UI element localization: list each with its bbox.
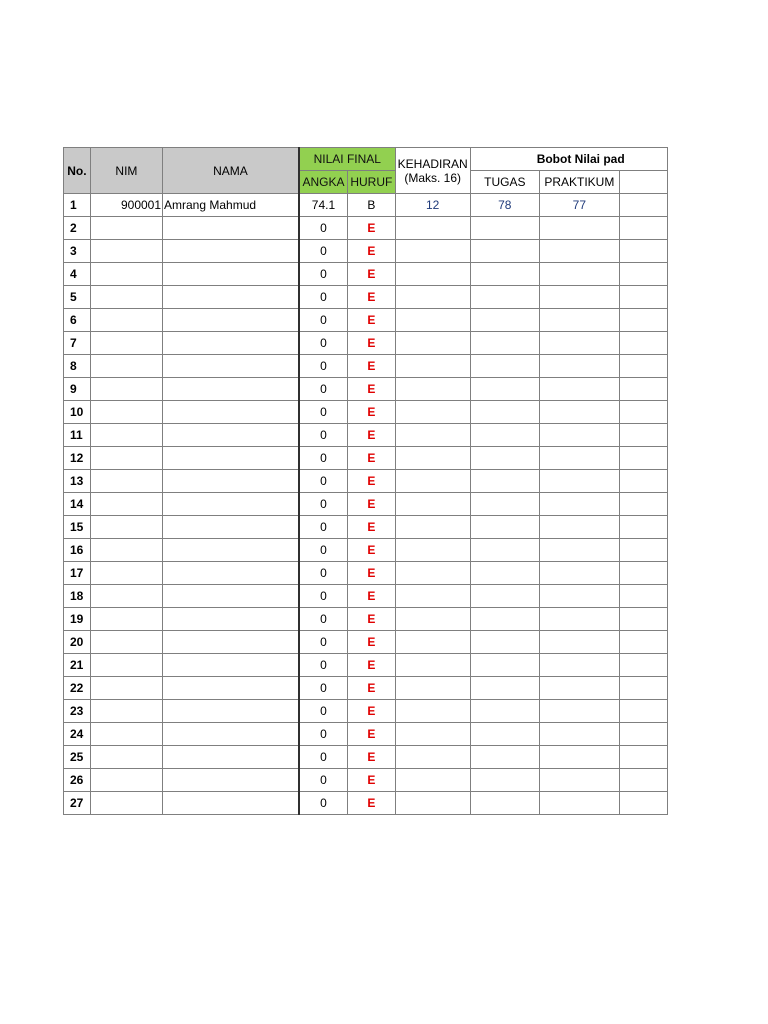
extra-cell[interactable]	[619, 286, 667, 309]
nama-cell[interactable]	[163, 631, 299, 654]
extra-cell[interactable]	[619, 677, 667, 700]
kehadiran-cell[interactable]	[395, 700, 470, 723]
nama-cell[interactable]	[163, 355, 299, 378]
row-no-cell[interactable]: 11	[64, 424, 91, 447]
angka-cell[interactable]: 0	[299, 470, 348, 493]
kehadiran-cell[interactable]	[395, 677, 470, 700]
angka-cell[interactable]: 0	[299, 677, 348, 700]
table-row	[64, 700, 668, 723]
angka-cell[interactable]: 0	[299, 746, 348, 769]
row-no-cell[interactable]: 12	[64, 447, 91, 470]
table-row	[64, 608, 668, 631]
nim-cell[interactable]: 900001	[90, 194, 162, 217]
grade-sheet	[63, 147, 668, 823]
kehadiran-cell[interactable]	[395, 401, 470, 424]
row-no-cell[interactable]: 1	[64, 194, 91, 217]
nim-cell[interactable]	[90, 401, 162, 424]
huruf-cell[interactable]: E	[347, 240, 395, 263]
row-no-cell[interactable]: 27	[64, 792, 91, 815]
praktikum-cell[interactable]	[539, 585, 619, 608]
nama-cell[interactable]	[163, 263, 299, 286]
table-row	[64, 585, 668, 608]
header-praktikum[interactable]: PRAKTIKUM	[539, 171, 619, 194]
praktikum-cell[interactable]	[539, 217, 619, 240]
row-no-cell[interactable]: 10	[64, 401, 91, 424]
header-angka[interactable]: ANGKA	[299, 171, 348, 194]
nim-cell[interactable]	[90, 309, 162, 332]
nama-cell[interactable]	[163, 539, 299, 562]
nama-cell[interactable]	[163, 516, 299, 539]
extra-cell[interactable]	[619, 700, 667, 723]
angka-cell[interactable]: 0	[299, 723, 348, 746]
extra-cell[interactable]	[619, 769, 667, 792]
nama-cell[interactable]	[163, 286, 299, 309]
nim-cell[interactable]	[90, 286, 162, 309]
extra-cell[interactable]	[619, 332, 667, 355]
praktikum-cell[interactable]	[539, 447, 619, 470]
kehadiran-cell[interactable]	[395, 355, 470, 378]
nama-cell[interactable]	[163, 401, 299, 424]
huruf-cell[interactable]: B	[347, 194, 395, 217]
extra-cell[interactable]	[619, 516, 667, 539]
huruf-cell[interactable]: E	[347, 700, 395, 723]
nama-cell[interactable]	[163, 217, 299, 240]
extra-cell[interactable]	[619, 263, 667, 286]
praktikum-cell[interactable]	[539, 516, 619, 539]
angka-cell[interactable]: 0	[299, 631, 348, 654]
kehadiran-cell[interactable]	[395, 631, 470, 654]
kehadiran-cell[interactable]: 12	[395, 194, 470, 217]
row-no-cell[interactable]: 14	[64, 493, 91, 516]
kehadiran-cell[interactable]	[395, 539, 470, 562]
praktikum-cell[interactable]: 77	[539, 194, 619, 217]
huruf-cell[interactable]: E	[347, 217, 395, 240]
huruf-cell[interactable]: E	[347, 723, 395, 746]
angka-cell[interactable]: 0	[299, 401, 348, 424]
nama-cell[interactable]	[163, 700, 299, 723]
nim-cell[interactable]	[90, 332, 162, 355]
tugas-cell[interactable]	[470, 769, 539, 792]
nim-cell[interactable]	[90, 792, 162, 815]
kehadiran-cell[interactable]	[395, 585, 470, 608]
nim-cell[interactable]	[90, 723, 162, 746]
row-no-cell[interactable]: 19	[64, 608, 91, 631]
tugas-cell[interactable]	[470, 447, 539, 470]
kehadiran-cell[interactable]	[395, 723, 470, 746]
nim-cell[interactable]	[90, 608, 162, 631]
nama-cell[interactable]	[163, 470, 299, 493]
nim-cell[interactable]	[90, 539, 162, 562]
huruf-cell[interactable]: E	[347, 539, 395, 562]
nim-cell[interactable]	[90, 585, 162, 608]
praktikum-cell[interactable]	[539, 746, 619, 769]
nama-cell[interactable]	[163, 585, 299, 608]
table-row	[64, 493, 668, 516]
extra-cell[interactable]	[619, 493, 667, 516]
extra-cell[interactable]	[619, 746, 667, 769]
huruf-cell[interactable]: E	[347, 677, 395, 700]
nama-cell[interactable]	[163, 332, 299, 355]
header-nama[interactable]: NAMA	[163, 148, 299, 194]
kehadiran-cell[interactable]	[395, 493, 470, 516]
praktikum-cell[interactable]	[539, 401, 619, 424]
extra-cell[interactable]	[619, 378, 667, 401]
tugas-cell[interactable]	[470, 401, 539, 424]
table-row	[64, 378, 668, 401]
nama-cell[interactable]	[163, 493, 299, 516]
row-no-cell[interactable]: 2	[64, 217, 91, 240]
header-huruf[interactable]: HURUF	[347, 171, 395, 194]
angka-cell[interactable]: 0	[299, 792, 348, 815]
angka-cell[interactable]: 0	[299, 286, 348, 309]
table-row	[64, 401, 668, 424]
nim-cell[interactable]	[90, 677, 162, 700]
kehadiran-cell[interactable]	[395, 240, 470, 263]
extra-cell[interactable]	[619, 355, 667, 378]
nama-cell[interactable]	[163, 424, 299, 447]
header-next-col[interactable]	[619, 171, 667, 194]
tugas-cell[interactable]	[470, 286, 539, 309]
angka-cell[interactable]: 74.1	[299, 194, 348, 217]
extra-cell[interactable]	[619, 470, 667, 493]
kehadiran-cell[interactable]	[395, 263, 470, 286]
nim-cell[interactable]	[90, 447, 162, 470]
nim-cell[interactable]	[90, 378, 162, 401]
nim-cell[interactable]	[90, 516, 162, 539]
header-nilai-final[interactable]: NILAI FINAL	[299, 148, 395, 171]
huruf-cell[interactable]: E	[347, 631, 395, 654]
angka-cell[interactable]: 0	[299, 700, 348, 723]
tugas-cell[interactable]	[470, 309, 539, 332]
extra-cell[interactable]	[619, 401, 667, 424]
kehadiran-cell[interactable]	[395, 654, 470, 677]
huruf-cell[interactable]: E	[347, 470, 395, 493]
huruf-cell[interactable]: E	[347, 401, 395, 424]
row-no-cell[interactable]: 7	[64, 332, 91, 355]
praktikum-cell[interactable]	[539, 424, 619, 447]
praktikum-cell[interactable]	[539, 562, 619, 585]
extra-cell[interactable]	[619, 539, 667, 562]
tugas-cell[interactable]	[470, 493, 539, 516]
table-row	[64, 792, 668, 815]
huruf-cell[interactable]: E	[347, 516, 395, 539]
row-no-cell[interactable]: 17	[64, 562, 91, 585]
kehadiran-cell[interactable]	[395, 332, 470, 355]
table-row	[64, 654, 668, 677]
table-row	[64, 470, 668, 493]
tugas-cell[interactable]	[470, 654, 539, 677]
angka-cell[interactable]: 0	[299, 539, 348, 562]
row-no-cell[interactable]: 4	[64, 263, 91, 286]
kehadiran-cell[interactable]	[395, 424, 470, 447]
nama-cell[interactable]	[163, 746, 299, 769]
angka-cell[interactable]: 0	[299, 769, 348, 792]
angka-cell[interactable]: 0	[299, 332, 348, 355]
huruf-cell[interactable]: E	[347, 378, 395, 401]
table-row	[64, 263, 668, 286]
row-no-cell[interactable]: 5	[64, 286, 91, 309]
extra-cell[interactable]	[619, 194, 667, 217]
row-no-cell[interactable]: 16	[64, 539, 91, 562]
kehadiran-cell[interactable]	[395, 309, 470, 332]
row-no-cell[interactable]: 26	[64, 769, 91, 792]
tugas-cell[interactable]	[470, 562, 539, 585]
tugas-cell[interactable]	[470, 539, 539, 562]
grade-table	[63, 147, 668, 815]
nim-cell[interactable]	[90, 263, 162, 286]
tugas-cell[interactable]	[470, 700, 539, 723]
huruf-cell[interactable]: E	[347, 746, 395, 769]
table-row	[64, 286, 668, 309]
table-row	[64, 309, 668, 332]
tugas-cell[interactable]	[470, 424, 539, 447]
praktikum-cell[interactable]	[539, 355, 619, 378]
tugas-cell[interactable]	[470, 332, 539, 355]
tugas-cell[interactable]	[470, 355, 539, 378]
kehadiran-cell[interactable]	[395, 286, 470, 309]
praktikum-cell[interactable]	[539, 792, 619, 815]
huruf-cell[interactable]: E	[347, 654, 395, 677]
table-row	[64, 769, 668, 792]
kehadiran-cell[interactable]	[395, 516, 470, 539]
header-no[interactable]: No.	[64, 148, 91, 194]
nim-cell[interactable]	[90, 654, 162, 677]
table-row	[64, 539, 668, 562]
row-no-cell[interactable]: 25	[64, 746, 91, 769]
praktikum-cell[interactable]	[539, 608, 619, 631]
kehadiran-cell[interactable]	[395, 470, 470, 493]
tugas-cell[interactable]	[470, 608, 539, 631]
tugas-cell[interactable]	[470, 263, 539, 286]
row-no-cell[interactable]: 22	[64, 677, 91, 700]
nama-cell[interactable]	[163, 792, 299, 815]
extra-cell[interactable]	[619, 447, 667, 470]
kehadiran-cell[interactable]	[395, 217, 470, 240]
huruf-cell[interactable]: E	[347, 585, 395, 608]
row-no-cell[interactable]: 3	[64, 240, 91, 263]
praktikum-cell[interactable]	[539, 769, 619, 792]
nim-cell[interactable]	[90, 493, 162, 516]
tugas-cell[interactable]	[470, 240, 539, 263]
table-row	[64, 194, 668, 217]
praktikum-cell[interactable]	[539, 631, 619, 654]
huruf-cell[interactable]: E	[347, 309, 395, 332]
nim-cell[interactable]	[90, 355, 162, 378]
row-no-cell[interactable]: 8	[64, 355, 91, 378]
extra-cell[interactable]	[619, 792, 667, 815]
tugas-cell[interactable]	[470, 470, 539, 493]
angka-cell[interactable]: 0	[299, 424, 348, 447]
huruf-cell[interactable]: E	[347, 263, 395, 286]
row-no-cell[interactable]: 24	[64, 723, 91, 746]
praktikum-cell[interactable]	[539, 240, 619, 263]
huruf-cell[interactable]: E	[347, 608, 395, 631]
nama-cell[interactable]	[163, 677, 299, 700]
extra-cell[interactable]	[619, 723, 667, 746]
extra-cell[interactable]	[619, 424, 667, 447]
praktikum-cell[interactable]	[539, 677, 619, 700]
praktikum-cell[interactable]	[539, 700, 619, 723]
angka-cell[interactable]: 0	[299, 608, 348, 631]
kehadiran-cell[interactable]	[395, 378, 470, 401]
angka-cell[interactable]: 0	[299, 217, 348, 240]
extra-cell[interactable]	[619, 309, 667, 332]
table-row	[64, 355, 668, 378]
row-no-cell[interactable]: 6	[64, 309, 91, 332]
nim-cell[interactable]	[90, 562, 162, 585]
table-row	[64, 217, 668, 240]
angka-cell[interactable]: 0	[299, 516, 348, 539]
angka-cell[interactable]: 0	[299, 585, 348, 608]
huruf-cell[interactable]: E	[347, 424, 395, 447]
table-row	[64, 332, 668, 355]
angka-cell[interactable]: 0	[299, 562, 348, 585]
row-no-cell[interactable]: 18	[64, 585, 91, 608]
header-kehadiran-line1: KEHADIRAN	[397, 156, 468, 171]
huruf-cell[interactable]: E	[347, 769, 395, 792]
angka-cell[interactable]: 0	[299, 240, 348, 263]
nim-cell[interactable]	[90, 424, 162, 447]
row-no-cell[interactable]: 23	[64, 700, 91, 723]
angka-cell[interactable]: 0	[299, 378, 348, 401]
huruf-cell[interactable]: E	[347, 332, 395, 355]
nama-cell[interactable]: Amrang Mahmud	[163, 194, 299, 217]
kehadiran-cell[interactable]	[395, 447, 470, 470]
table-row	[64, 677, 668, 700]
header-bobot[interactable]: Bobot Nilai pad	[470, 148, 667, 171]
angka-cell[interactable]: 0	[299, 355, 348, 378]
table-row	[64, 631, 668, 654]
kehadiran-cell[interactable]	[395, 608, 470, 631]
extra-cell[interactable]	[619, 654, 667, 677]
extra-cell[interactable]	[619, 217, 667, 240]
nama-cell[interactable]	[163, 654, 299, 677]
extra-cell[interactable]	[619, 562, 667, 585]
praktikum-cell[interactable]	[539, 378, 619, 401]
praktikum-cell[interactable]	[539, 286, 619, 309]
nim-cell[interactable]	[90, 769, 162, 792]
praktikum-cell[interactable]	[539, 263, 619, 286]
table-row	[64, 746, 668, 769]
nim-cell[interactable]	[90, 470, 162, 493]
kehadiran-cell[interactable]	[395, 792, 470, 815]
extra-cell[interactable]	[619, 585, 667, 608]
praktikum-cell[interactable]	[539, 654, 619, 677]
row-no-cell[interactable]: 21	[64, 654, 91, 677]
angka-cell[interactable]: 0	[299, 493, 348, 516]
tugas-cell[interactable]	[470, 746, 539, 769]
tugas-cell[interactable]	[470, 516, 539, 539]
tugas-cell[interactable]	[470, 217, 539, 240]
praktikum-cell[interactable]	[539, 309, 619, 332]
praktikum-cell[interactable]	[539, 332, 619, 355]
huruf-cell[interactable]: E	[347, 562, 395, 585]
table-row	[64, 240, 668, 263]
extra-cell[interactable]	[619, 608, 667, 631]
nim-cell[interactable]	[90, 700, 162, 723]
angka-cell[interactable]: 0	[299, 309, 348, 332]
tugas-cell[interactable]	[470, 723, 539, 746]
nim-cell[interactable]	[90, 746, 162, 769]
praktikum-cell[interactable]	[539, 493, 619, 516]
huruf-cell[interactable]: E	[347, 493, 395, 516]
tugas-cell[interactable]: 78	[470, 194, 539, 217]
tugas-cell[interactable]	[470, 378, 539, 401]
table-row	[64, 723, 668, 746]
nama-cell[interactable]	[163, 608, 299, 631]
angka-cell[interactable]: 0	[299, 447, 348, 470]
table-row	[64, 447, 668, 470]
header-kehadiran[interactable]	[395, 148, 470, 194]
praktikum-cell[interactable]	[539, 470, 619, 493]
praktikum-cell[interactable]	[539, 723, 619, 746]
table-row	[64, 562, 668, 585]
nama-cell[interactable]	[163, 769, 299, 792]
header-kehadiran-line2: (Maks. 16)	[404, 170, 462, 185]
row-no-cell[interactable]: 9	[64, 378, 91, 401]
extra-cell[interactable]	[619, 240, 667, 263]
tugas-cell[interactable]	[470, 585, 539, 608]
table-row	[64, 516, 668, 539]
nim-cell[interactable]	[90, 240, 162, 263]
huruf-cell[interactable]: E	[347, 792, 395, 815]
tugas-cell[interactable]	[470, 792, 539, 815]
row-no-cell[interactable]: 13	[64, 470, 91, 493]
nim-cell[interactable]	[90, 217, 162, 240]
kehadiran-cell[interactable]	[395, 769, 470, 792]
nama-cell[interactable]	[163, 378, 299, 401]
header-nim[interactable]: NIM	[90, 148, 162, 194]
nama-cell[interactable]	[163, 723, 299, 746]
tugas-cell[interactable]	[470, 677, 539, 700]
nama-cell[interactable]	[163, 240, 299, 263]
extra-cell[interactable]	[619, 631, 667, 654]
praktikum-cell[interactable]	[539, 539, 619, 562]
kehadiran-cell[interactable]	[395, 562, 470, 585]
table-row	[64, 424, 668, 447]
angka-cell[interactable]: 0	[299, 654, 348, 677]
nim-cell[interactable]	[90, 631, 162, 654]
tugas-cell[interactable]	[470, 631, 539, 654]
nama-cell[interactable]	[163, 562, 299, 585]
kehadiran-cell[interactable]	[395, 746, 470, 769]
header-tugas[interactable]: TUGAS	[470, 171, 539, 194]
nama-cell[interactable]	[163, 447, 299, 470]
row-no-cell[interactable]: 15	[64, 516, 91, 539]
huruf-cell[interactable]: E	[347, 355, 395, 378]
angka-cell[interactable]: 0	[299, 263, 348, 286]
huruf-cell[interactable]: E	[347, 447, 395, 470]
huruf-cell[interactable]: E	[347, 286, 395, 309]
nama-cell[interactable]	[163, 309, 299, 332]
row-no-cell[interactable]: 20	[64, 631, 91, 654]
